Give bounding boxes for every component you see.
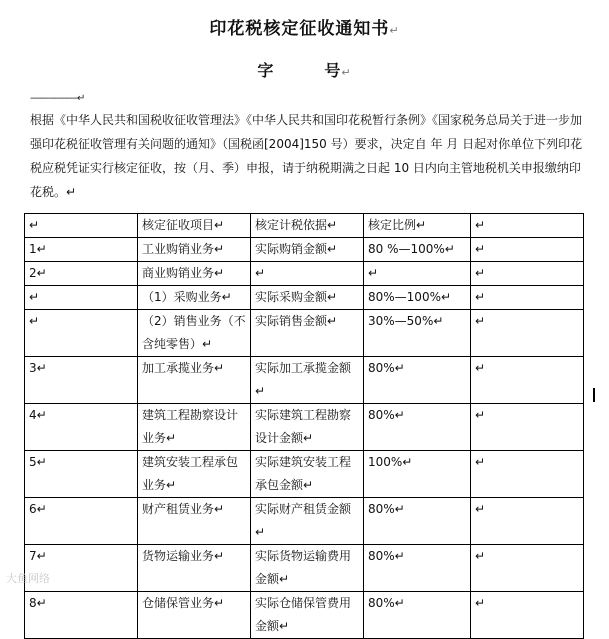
row-basis: 实际采购金额↵ <box>251 286 364 310</box>
header-cell-ratio: 核定比例↵ <box>364 214 471 238</box>
row-basis: 实际购销金额↵ <box>251 238 364 262</box>
row-extra: ↵ <box>471 238 584 262</box>
row-ratio: 100%↵ <box>364 451 471 498</box>
row-ratio: 80 %—100%↵ <box>364 238 471 262</box>
paragraph-mark: ↵ <box>341 66 352 79</box>
row-item: （2）销售业务（不含纯零售）↵ <box>138 310 251 357</box>
table-header-row <box>25 214 584 238</box>
row-extra: ↵ <box>471 451 584 498</box>
row-ratio: 80%↵ <box>364 498 471 545</box>
row-item: 建筑安装工程承包业务↵ <box>138 451 251 498</box>
table-row <box>25 404 584 451</box>
text-cursor <box>593 388 595 402</box>
row-basis: 实际建筑工程勘察设计金额↵ <box>251 404 364 451</box>
row-number: 7↵ <box>25 545 138 592</box>
row-ratio: 80%—100%↵ <box>364 286 471 310</box>
table-row <box>25 451 584 498</box>
row-number: ↵ <box>25 286 138 310</box>
row-extra: ↵ <box>471 357 584 404</box>
row-number: 8↵ <box>25 592 138 639</box>
row-number: 2↵ <box>25 262 138 286</box>
dash-separator: ------------------↵ <box>30 93 85 104</box>
table-row <box>25 498 584 545</box>
row-basis: ↵ <box>251 262 364 286</box>
row-number: ↵ <box>25 310 138 357</box>
watermark-text: 大鱼网络 <box>6 572 50 585</box>
table-row <box>25 238 584 262</box>
row-ratio: 30%—50%↵ <box>364 310 471 357</box>
number-label-left: 字 <box>257 61 275 80</box>
row-basis: 实际销售金额↵ <box>251 310 364 357</box>
row-extra: ↵ <box>471 286 584 310</box>
row-extra: ↵ <box>471 262 584 286</box>
row-basis: 实际建筑安装工程承包金额↵ <box>251 451 364 498</box>
row-number: 3↵ <box>25 357 138 404</box>
row-extra: ↵ <box>471 498 584 545</box>
row-basis: 实际加工承揽金额↵ <box>251 357 364 404</box>
document-number-line <box>0 58 609 81</box>
table-row <box>25 357 584 404</box>
row-item: （1）采购业务↵ <box>138 286 251 310</box>
row-extra: ↵ <box>471 404 584 451</box>
table-row <box>25 545 584 592</box>
row-item: 商业购销业务↵ <box>138 262 251 286</box>
table-row <box>25 310 584 357</box>
page-title: 印花税核定征收通知书↵ <box>209 19 400 39</box>
row-ratio: 80%↵ <box>364 357 471 404</box>
row-number: 5↵ <box>25 451 138 498</box>
table-row <box>25 592 584 639</box>
row-item: 建筑工程勘察设计业务↵ <box>138 404 251 451</box>
header-cell-blank: ↵ <box>25 214 138 238</box>
header-cell-basis: 核定计税依据↵ <box>251 214 364 238</box>
tax-rate-table <box>24 213 584 639</box>
row-item: 财产租赁业务↵ <box>138 498 251 545</box>
row-number: 4↵ <box>25 404 138 451</box>
row-item: 仓储保管业务↵ <box>138 592 251 639</box>
intro-paragraph: 根据《中华人民共和国税收征收管理法》《中华人民共和国印花税暂行条例》《国家税务总局关于进一步加强印花税征收管理有关问题的通知》（国税函[2004]150 号）要求，决定自 年 月 日起对你单位下列印花税应税凭证实行核定征收，按（月、季）申报，请于纳税期满之日起 10 日内向主管地税机关申报缴纳印花税。↵ <box>30 113 583 199</box>
table-row <box>25 262 584 286</box>
row-extra: ↵ <box>471 310 584 357</box>
table-row <box>25 286 584 310</box>
row-basis: 实际货物运输费用金额↵ <box>251 545 364 592</box>
row-basis: 实际财产租赁金额↵ <box>251 498 364 545</box>
row-ratio: ↵ <box>364 262 471 286</box>
row-ratio: 80%↵ <box>364 545 471 592</box>
header-cell-item: 核定征收项目↵ <box>138 214 251 238</box>
row-extra: ↵ <box>471 592 584 639</box>
row-basis: 实际仓储保管费用金额↵ <box>251 592 364 639</box>
row-item: 货物运输业务↵ <box>138 545 251 592</box>
paragraph-mark: ↵ <box>389 24 400 37</box>
row-extra: ↵ <box>471 545 584 592</box>
row-number: 6↵ <box>25 498 138 545</box>
row-ratio: 80%↵ <box>364 404 471 451</box>
row-item: 工业购销业务↵ <box>138 238 251 262</box>
header-cell-extra: ↵ <box>471 214 584 238</box>
row-number: 1↵ <box>25 238 138 262</box>
number-label-right: 号 <box>324 61 342 80</box>
row-item: 加工承揽业务↵ <box>138 357 251 404</box>
row-ratio: 80%↵ <box>364 592 471 639</box>
